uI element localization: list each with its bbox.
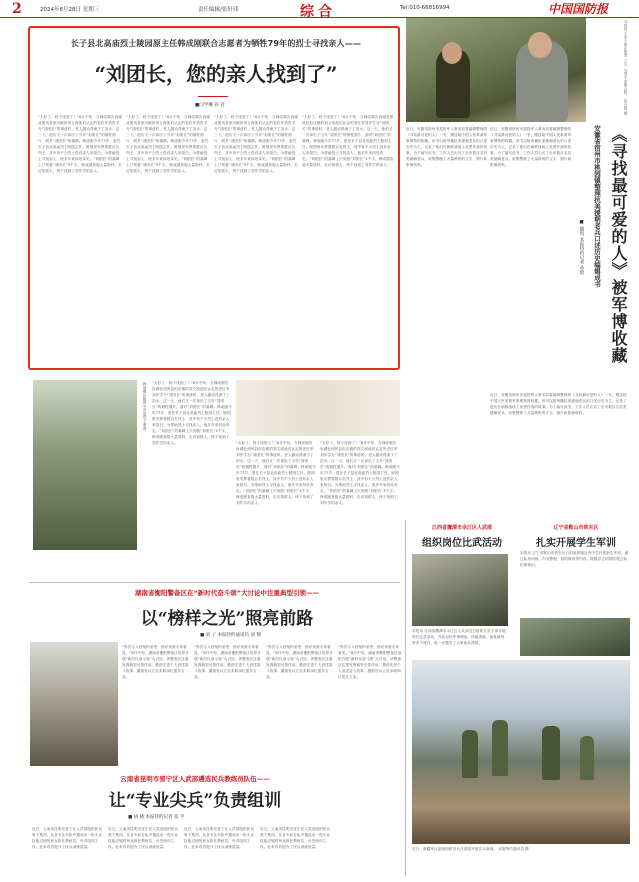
article2-kicker: 湖南省衡阳警备区在“新时代奋斗颂”大讨论中注重典型引领—— [134,589,320,597]
soldier-figure-1 [462,730,478,778]
contact-tel: Tel:010-66816994 [400,5,450,11]
article1-kicker: 长子县北高庙烈士陵园原主任韩成刚联合志愿者为牺牲79年的烈士寻找亲人—— [70,39,362,48]
volunteers-photo [406,18,586,122]
section-title: 综合 [300,4,336,20]
soldier-figure-3 [542,726,560,780]
soldier-figure-4 [580,736,594,780]
article1-column-3: “太好了，终于找到了！”8月中旬，当韩成刚告诉湖北团风县但店镇的刘文庭他们认定的老红军刘作学为“刘团长”的事迹时，老人激动得流下了泪水。这一天，他们又一次拿出了当年“刘团长”的牺牲照片，面对“刘团长”的墓碑。韩成刚今年77岁，曾任长子县北高庙烈士陵园主任。陵园里安葬着数百名烈士，其中有不少烈士没有亲人来祭扫。为帮助烈士寻找亲人，他多年来四处奔走。“刘团长”的墓碑上只刻着“刘团长”3个字。韩成刚查阅大量资料，走访知情人，终于找到了刘作学的亲人。 [214,115,298,173]
feature-kicker: 安徽省宿州市桃园镇整理抗美援朝老兵口述历史编辑成书 [593,125,601,288]
article2-column-2: “每次写入档案的荣誉，都应该被大家看见。”8月中旬，湖南省衡阳警备区组织开展“新时代奋斗颂”大讨论，该警备区注重发挥典型引领作用，邀请先进个人讲述奋斗故事，激励官兵立足本职岗位建功立业。 [194,645,262,679]
article4-title: 组织岗位比武活动 [422,538,502,549]
article4-body: 本报讯 江西省鹰潭市余江区人武部近日组织专武干部开展岗位比武活动，内容包括军事理论、体能训练、战备值班等多个课目，进一步激发了大家练兵热情。 [412,629,506,645]
student-training-photo [520,618,630,656]
article2-column-1: “每次写入档案的荣誉，都应该被大家看见。”8月中旬，湖南省衡阳警备区组织开展“新时代奋斗颂”大讨论，该警备区注重发挥典型引领作用，邀请先进个人讲述奋斗故事，激励官兵立足本职岗位建功立业。 [122,645,190,679]
article1-continued-col-1: “太好了，终于找到了！”8月中旬，当韩成刚告诉湖北团风县但店镇的刘文庭他们认定的老红军刘作学为“刘团长”的事迹时，老人激动得流下了泪水。这一天，他们又一次拿出了当年“刘团长”的牺牲照片，面对“刘团长”的墓碑。韩成刚今年77岁，曾任长子县北高庙烈士陵园主任。陵园里安葬着数百名烈士，其中有不少烈士没有亲人来祭扫。为帮助烈士寻找亲人，他多年来四处奔走。“刘团长”的墓碑上只刻着“刘团长”3个字。韩成刚查阅大量资料，走访知情人，终于找到了刘作学的亲人。 [152,381,232,445]
highland-drill-photo [412,660,630,844]
article4-kicker: 江西省鹰潭市余江区人武部 [431,525,492,531]
photo-face-left [442,42,462,64]
article2-title: 以“榜样之光”照亮前路 [140,609,314,629]
soldier-figure-2 [492,720,508,776]
photo2-caption: 韩成刚在陵园中讲述烈士事迹。 [143,382,147,434]
photo1-caption: 寻找烈士亲人的志愿者（左）与烈士亲属合影。 昆仑报 摄 [624,20,628,115]
article1-column-4: “太好了，终于找到了！”8月中旬，当韩成刚告诉湖北团风县但店镇的刘文庭他们认定的老红军刘作学为“刘团长”的事迹时，老人激动得流下了泪水。这一天，他们又一次拿出了当年“刘团长”的牺牲照片，面对“刘团长”的墓碑。韩成刚今年77岁，曾任长子县北高庙烈士陵园主任。陵园里安葬着数百名烈士，其中有不少烈士没有亲人来祭扫。为帮助烈士寻找亲人，他多年来四处奔走。“刘团长”的墓碑上只刻着“刘团长”3个字。韩成刚查阅大量资料，走访知情人，终于找到了刘作学的亲人。 [302,115,394,167]
feature-column-1: 近日，安徽省宿州市退役军人事务局将编辑整理的《寻找最可爱的人》一书，赠送给中国人民革命军事博物馆收藏。该书以宿州籍抗美援朝老兵的口述历史为主，记录了他们在朝鲜战场上英勇作战的故事。为了编写此书，工作人员走访了全市数百名抗美援朝老兵，收集整理了大量珍贵的文字、图片和影像资料。 [406,127,488,167]
cemetery-photo [33,380,137,550]
article1-continued-col-3: “太好了，终于找到了！”8月中旬，当韩成刚告诉湖北团风县但店镇的刘文庭他们认定的老红军刘作学为“刘团长”的事迹时，老人激动得流下了泪水。这一天，他们又一次拿出了当年“刘团长”的牺牲照片，面对“刘团长”的墓碑。韩成刚今年77岁，曾任长子县北高庙烈士陵园主任。陵园里安葬着数百名烈士，其中有不少烈士没有亲人来祭扫。为帮助烈士寻找亲人，他多年来四处奔走。“刘团长”的墓碑上只刻着“刘团长”3个字。韩成刚查阅大量资料，走访知情人，终于找到了刘作学的亲人。 [320,441,400,505]
article3-kicker: 云南省昆明市晋宁区人武部遴选民兵教练员队伍—— [120,775,270,783]
section-divider [30,582,400,583]
article3-column-1: 近日，云南省昆明市晋宁区人武部组织民兵骨干集训，从各专业分队中遴选出一批专业技能过硬的民兵担任教练员，负责组训工作。此举有效提升了民兵训练质量。 [32,827,103,849]
feature-column-3: 近日，安徽省宿州市退役军人事务局将编辑整理的《寻找最可爱的人》一书，赠送给中国人民革命军事博物馆收藏。该书以宿州籍抗美援朝老兵的口述历史为主，记录了他们在朝鲜战场上英勇作战的故事。为了编写此书，工作人员走访了全市数百名抗美援朝老兵，收集整理了大量珍贵的文字、图片和影像资料。 [490,393,627,415]
document-photo [236,380,400,436]
article2-column-3: “每次写入档案的荣誉，都应该被大家看见。”8月中旬，湖南省衡阳警备区组织开展“新时代奋斗颂”大讨论，该警备区注重发挥典型引领作用，邀请先进个人讲述奋斗故事，激励官兵立足本职岗位建功立业。 [266,645,334,679]
issue-date: 2024年8月28日 星期三 [40,7,100,13]
column-divider [405,520,406,876]
article3-column-2: 近日，云南省昆明市晋宁区人武部组织民兵骨干集训，从各专业分队中遴选出一批专业技能过硬的民兵担任教练员，负责组训工作。此举有效提升了民兵训练质量。 [108,827,179,849]
article2-column-4: “每次写入档案的荣誉，都应该被大家看见。”8月中旬，湖南省衡阳警备区组织开展“新时代奋斗颂”大讨论，该警备区注重发挥典型引领作用，邀请先进个人讲述奋斗故事，激励官兵立足本职岗位建功立业。 [338,645,402,679]
article5-title: 扎实开展学生军训 [536,538,616,549]
photo-face-right [528,32,552,58]
article5-body: 本报讯 辽宁省鞍山市铁东区日前组织辖区内中学开展新生军训，通过队列训练、内务整理、国防教育等内容，增强学生的国防观念和纪律意识。 [520,551,629,567]
article3-byline: ■ 胡 晓 本报特约记者 张 平 [128,815,185,820]
article2-byline: ■ 刘 子 本报特约通讯员 刘 钢 [200,633,261,638]
article3-column-4: 近日，云南省昆明市晋宁区人武部组织民兵骨干集训，从各专业分队中遴选出一批专业技能过硬的民兵担任教练员，负责组训工作。此举有效提升了民兵训练质量。 [260,827,331,849]
article3-title: 让“专业尖兵”负责组训 [108,791,282,811]
editor-credit: 责任编辑/张轩玮 [198,7,239,13]
title-rule [198,96,228,97]
soldier-portrait-photo [30,642,118,766]
article1-column-2: “太好了，终于找到了！”8月中旬，当韩成刚告诉湖北团风县但店镇的刘文庭他们认定的老红军刘作学为“刘团长”的事迹时，老人激动得流下了泪水。这一天，他们又一次拿出了当年“刘团长”的牺牲照片，面对“刘团长”的墓碑。韩成刚今年77岁，曾任长子县北高庙烈士陵园主任。陵园里安葬着数百名烈士，其中有不少烈士没有亲人来祭扫。为帮助烈士寻找亲人，他多年来四处奔走。“刘团长”的墓碑上只刻着“刘团长”3个字。韩成刚查阅大量资料，走访知情人，终于找到了刘作学的亲人。 [126,115,210,173]
feature-column-2: 近日，安徽省宿州市退役军人事务局将编辑整理的《寻找最可爱的人》一书，赠送给中国人民革命军事博物馆收藏。该书以宿州籍抗美援朝老兵的口述历史为主，记录了他们在朝鲜战场上英勇作战的故事。为了编写此书，工作人员走访了全市数百名抗美援朝老兵，收集整理了大量珍贵的文字、图片和影像资料。 [490,127,572,167]
article1-column-1: “太好了，终于找到了！”8月中旬，当韩成刚告诉湖北团风县但店镇的刘文庭他们认定的老红军刘作学为“刘团长”的事迹时，老人激动得流下了泪水。这一天，他们又一次拿出了当年“刘团长”的牺牲照片，面对“刘团长”的墓碑。韩成刚今年77岁，曾任长子县北高庙烈士陵园主任。陵园里安葬着数百名烈士，其中有不少烈士没有亲人来祭扫。为帮助烈士寻找亲人，他多年来四处奔走。“刘团长”的墓碑上只刻着“刘团长”3个字。韩成刚查阅大量资料，走访知情人，终于找到了刘作学的亲人。 [38,115,122,173]
page-number: 2 [12,1,22,17]
article1-byline: ■闫学琳 孙 君 [195,103,225,108]
article1-title: “刘团长，您的亲人找到了” [94,62,338,86]
article1-continued-col-2: “太好了，终于找到了！”8月中旬，当韩成刚告诉湖北团风县但店镇的刘文庭他们认定的老红军刘作学为“刘团长”的事迹时，老人激动得流下了泪水。这一天，他们又一次拿出了当年“刘团长”的牺牲照片，面对“刘团长”的墓碑。韩成刚今年77岁，曾任长子县北高庙烈士陵园主任。陵园里安葬着数百名烈士，其中有不少烈士没有亲人来祭扫。为帮助烈士寻找亲人，他多年来四处奔走。“刘团长”的墓碑上只刻着“刘团长”3个字。韩成刚查阅大量资料，走访知情人，终于找到了刘作学的亲人。 [236,441,316,505]
photo7-caption: 近日，新疆军区某团组织官兵在高原开展实兵演练。 本报特约通讯员 摄 [412,847,529,851]
feature-title: 《寻找最可爱的人》被军博收藏 [609,126,628,364]
article5-kicker: 辽宁省鞍山市铁东区 [553,525,599,531]
article3-column-3: 近日，云南省昆明市晋宁区人武部组织民兵骨干集训，从各专业分队中遴选出一批专业技能过硬的民兵担任教练员，负责组训工作。此举有效提升了民兵训练质量。 [184,827,255,849]
newspaper-masthead: 中国国防报 [548,2,609,16]
feature-byline: ■ 姚凯 本报特约记者 孙蔚 [579,220,584,275]
competition-photo [412,554,508,626]
